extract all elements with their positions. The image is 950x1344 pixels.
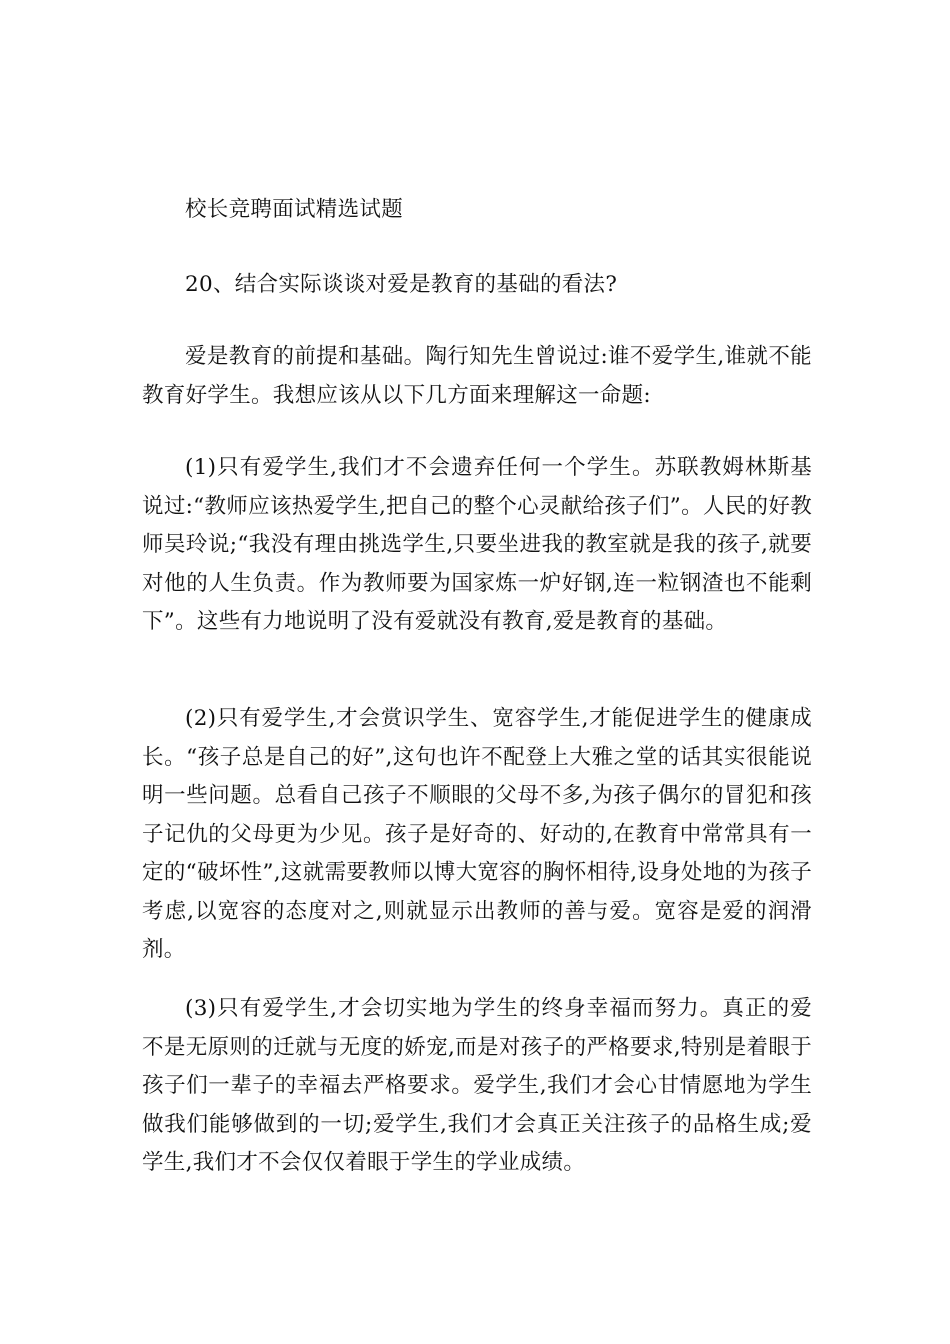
paragraph-intro: 爱是教育的前提和基础。陶行知先生曾说过:谁不爱学生,谁就不能教育好学生。我想应该从以下几方面来理解这一命题: bbox=[142, 344, 812, 408]
document-title: 校长竞聘面试精选试题 bbox=[185, 197, 404, 222]
paragraph-point-3: (3)只有爱学生,才会切实地为学生的终身幸福而努力。真正的爱不是无原则的迁就与无度的娇宠,而是对孩子的严格要求,特别是着眼于孩子们一辈子的幸福去严格要求。爱学生,我们才会心甘情愿地为学生做我们能够做到的一切;爱学生,我们才会真正关注孩子的品格生成;爱学生,我们才不会仅仅着眼于学生的学业成绩。 bbox=[142, 996, 812, 1175]
paragraph-point-2: (2)只有爱学生,才会赏识学生、宽容学生,才能促进学生的健康成长。“孩子总是自己的好”,这句也许不配登上大雅之堂的话其实很能说明一些问题。总看自己孩子不顺眼的父母不多,为孩子偶尔的冒犯和孩子记仇的父母更为少见。孩子是好奇的、好动的,在教育中常常具有一定的“破坏性”,这就需要教师以博大宽容的胸怀相待,设身处地的为孩子考虑,以宽容的态度对之,则就显示出教师的善与爱。宽容是爱的润滑剂。 bbox=[142, 706, 812, 962]
document-page bbox=[142, 0, 812, 1344]
question-heading: 20、结合实际谈谈对爱是教育的基础的看法? bbox=[185, 272, 618, 297]
paragraph-point-1: (1)只有爱学生,我们才不会遗弃任何一个学生。苏联教姆林斯基说过:“教师应该热爱学生,把自己的整个心灵献给孩子们”。人民的好教师吴玲说;“我没有理由挑选学生,只要坐进我的教室就是我的孩子,就要对他的人生负责。作为教师要为国家炼一炉好钢,连一粒钢渣也不能剩下”。这些有力地说明了没有爱就没有教育,爱是教育的基础。 bbox=[142, 455, 812, 634]
